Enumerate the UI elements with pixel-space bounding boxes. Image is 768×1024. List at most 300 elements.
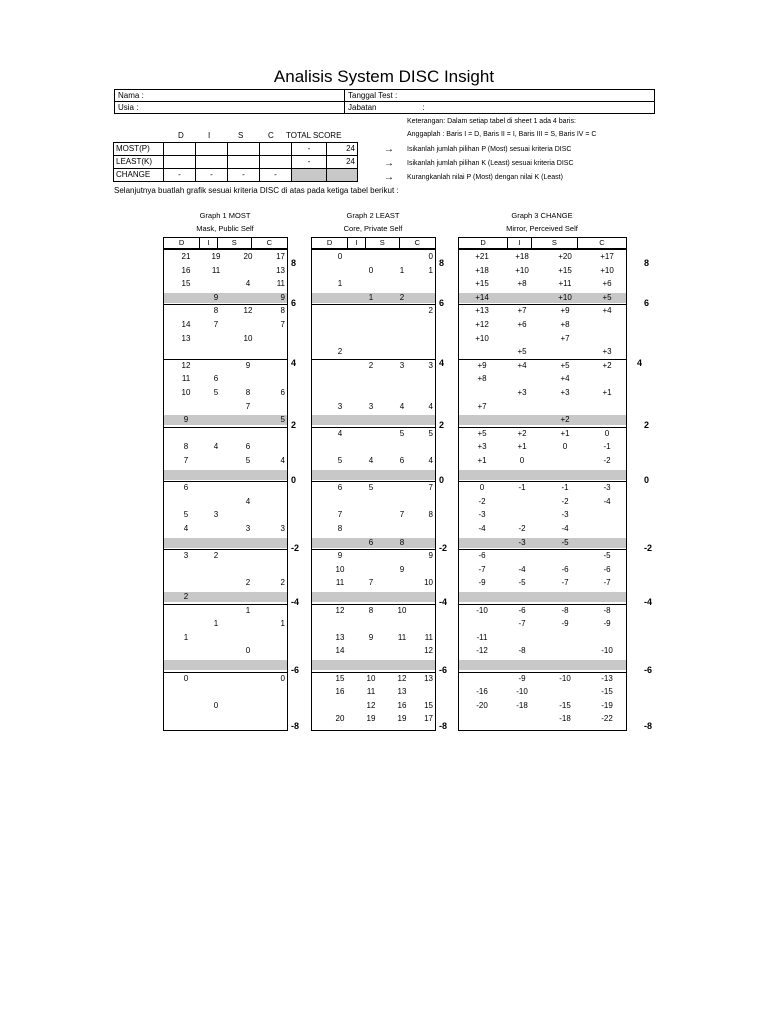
score-value: -6 (561, 564, 569, 574)
score-value: 3 (183, 551, 189, 561)
score-value: -8 (603, 605, 611, 615)
score-value: 7 (213, 320, 219, 329)
score-value: 0 (519, 456, 525, 465)
row-divider (312, 672, 435, 673)
score-value: 8 (213, 306, 219, 316)
score-value: +10 (475, 333, 489, 343)
score-value: 4 (245, 496, 251, 506)
change-arrow-icon: → (384, 172, 394, 183)
score-value: 0 (479, 483, 485, 493)
score-value: 9 (280, 292, 285, 302)
score-value: 6 (368, 537, 374, 547)
score-value: +14 (475, 292, 489, 302)
score-value: 20 (243, 252, 253, 261)
score-value: -12 (476, 646, 488, 656)
score-value: -15 (559, 700, 571, 710)
separator-band (459, 660, 626, 670)
score-value: -2 (518, 524, 526, 533)
scale-label: -8 (644, 721, 653, 731)
score-value: 0 (562, 442, 568, 452)
jabatan-colon: : (422, 103, 425, 112)
score-value: 5 (183, 510, 189, 520)
separator-band (164, 415, 287, 425)
score-cell: - (260, 169, 292, 182)
graph2-subtitle: Core, Private Self (343, 224, 403, 233)
total-score: 24 (327, 143, 358, 156)
jabatan-cell (345, 102, 655, 114)
score-value: 12 (424, 646, 433, 656)
score-value: 0 (428, 252, 433, 261)
row-divider (312, 427, 435, 428)
score-col-d: D (178, 131, 184, 140)
score-value: 5 (280, 415, 285, 425)
anggaplah-note: Anggaplah : Baris I = D, Baris II = I, Baris III = S, Baris IV = C (407, 131, 597, 138)
score-value: +5 (517, 347, 527, 357)
score-value: 0 (183, 673, 189, 683)
score-value: -9 (603, 619, 611, 629)
score-value: +3 (602, 347, 612, 357)
col-s: S (531, 238, 577, 249)
score-col-i: I (208, 131, 211, 140)
score-value: +4 (517, 360, 527, 370)
score-value: 2 (213, 551, 219, 561)
score-value: +18 (475, 265, 489, 275)
score-row-least (114, 156, 358, 169)
score-cell[interactable] (196, 156, 228, 169)
score-value: 8 (280, 306, 285, 316)
score-value: -7 (603, 578, 611, 588)
score-table (113, 142, 358, 182)
score-value: -8 (518, 646, 526, 656)
score-value: 9 (213, 292, 219, 302)
scale-label: 8 (291, 258, 297, 268)
scale-label: -2 (644, 543, 653, 553)
row-divider (312, 304, 435, 305)
row-divider (459, 304, 626, 305)
score-value: 8 (337, 524, 343, 533)
separator-band (459, 415, 626, 425)
score-value: 2 (280, 578, 285, 588)
scale-label: -4 (644, 597, 653, 607)
score-value: 1 (368, 292, 374, 302)
score-value: -20 (476, 700, 488, 710)
score-value: 1 (428, 265, 433, 275)
score-value: +8 (517, 279, 527, 289)
score-value: 6 (245, 442, 251, 452)
score-value: -16 (476, 687, 488, 697)
row-label: LEAST(K) (114, 156, 164, 169)
score-value: 4 (213, 442, 219, 452)
score-value: -3 (518, 537, 526, 547)
graph1-header (163, 237, 288, 249)
row-divider (164, 304, 287, 305)
score-value: 3 (245, 524, 251, 533)
separator-band (312, 592, 435, 602)
col-i: I (348, 238, 365, 249)
identity-table (114, 89, 655, 114)
score-value: 0 (245, 646, 251, 656)
score-value: 5 (245, 456, 251, 465)
total-score: 24 (327, 156, 358, 169)
scale-label: 8 (644, 258, 650, 268)
row-divider (164, 672, 287, 673)
separator-band (312, 415, 435, 425)
score-value: -18 (559, 714, 571, 724)
score-value: 6 (399, 456, 405, 465)
row-divider (312, 359, 435, 360)
graph1-most (163, 249, 288, 731)
score-value: 8 (183, 442, 189, 452)
score-cell[interactable] (164, 156, 196, 169)
col-s: S (365, 238, 399, 249)
score-value: 19 (366, 714, 376, 724)
score-value: 2 (428, 306, 433, 316)
separator-band (312, 470, 435, 480)
score-value: 6 (280, 388, 285, 397)
graph1-subtitle: Mask, Public Self (196, 224, 254, 233)
score-value: 10 (397, 605, 407, 615)
score-value: 4 (428, 401, 433, 411)
score-value: 4 (183, 524, 189, 533)
scale-label: -8 (291, 721, 300, 731)
col-d: D (459, 238, 508, 249)
scale-label: -8 (439, 721, 448, 731)
score-cell: - (196, 169, 228, 182)
most-arrow-icon: → (384, 144, 394, 155)
score-value: 16 (397, 700, 407, 710)
score-value: 9 (428, 551, 433, 561)
row-divider (164, 359, 287, 360)
separator-band (164, 470, 287, 480)
row-divider (459, 672, 626, 673)
score-value: -4 (518, 564, 526, 574)
separator-band (164, 660, 287, 670)
score-value: 12 (243, 306, 253, 316)
scale-label: -4 (291, 597, 300, 607)
score-value: 13 (335, 632, 345, 642)
scale-label: 4 (439, 358, 445, 368)
score-cell[interactable] (260, 156, 292, 169)
score-value: -13 (601, 673, 613, 683)
score-value: 16 (181, 265, 191, 275)
score-value: -11 (476, 632, 488, 642)
usia-label: Usia : (115, 102, 345, 114)
score-value: 4 (368, 456, 374, 465)
graph2-header (311, 237, 436, 249)
score-value: -5 (603, 551, 611, 561)
score-value: +7 (517, 306, 527, 316)
score-value: 5 (428, 428, 433, 438)
score-row-change (114, 169, 358, 182)
score-value: -10 (559, 673, 571, 683)
row-divider (164, 481, 287, 482)
score-value: +7 (560, 333, 570, 343)
row-divider (459, 604, 626, 605)
score-value: 15 (424, 700, 433, 710)
separator-band (164, 538, 287, 548)
scale-label: 4 (637, 358, 643, 368)
score-value: 11 (335, 578, 345, 588)
score-value: 8 (368, 605, 374, 615)
score-value: +3 (477, 442, 487, 452)
score-value: 10 (181, 388, 191, 397)
score-value: +10 (600, 265, 614, 275)
score-value: 5 (368, 483, 374, 493)
score-value: +10 (558, 292, 572, 302)
score-value: -1 (561, 483, 569, 493)
scale-label: -4 (439, 597, 448, 607)
score-value: -22 (601, 714, 613, 724)
score-value: 12 (181, 360, 191, 370)
score-value: 10 (243, 333, 253, 343)
total-score (327, 169, 358, 182)
score-value: 9 (245, 360, 251, 370)
score-value: 2 (368, 360, 374, 370)
score-value: 5 (399, 428, 405, 438)
score-value: +9 (560, 306, 570, 316)
score-value: +6 (602, 279, 612, 289)
score-cell[interactable] (260, 143, 292, 156)
score-value: 1 (183, 632, 189, 642)
row-divider (164, 549, 287, 550)
score-value: +8 (560, 320, 570, 329)
score-value: 11 (366, 687, 376, 697)
scale-label: 6 (291, 298, 297, 308)
score-value: +4 (602, 306, 612, 316)
score-col-total: TOTAL SCORE (286, 131, 342, 140)
score-value: +11 (558, 279, 572, 289)
separator-band (312, 293, 435, 303)
score-value: -6 (603, 564, 611, 574)
score-value: +5 (602, 292, 612, 302)
row-divider (312, 604, 435, 605)
scale-label: -2 (291, 543, 300, 553)
score-value: -7 (478, 564, 486, 574)
score-value: 0 (280, 673, 285, 683)
score-value: +20 (558, 252, 572, 261)
score-value: -19 (601, 700, 613, 710)
separator-band (312, 660, 435, 670)
score-value: -7 (561, 578, 569, 588)
score-cell: - (228, 169, 260, 182)
score-value: +15 (558, 265, 572, 275)
separator-band (459, 592, 626, 602)
col-s: S (217, 238, 251, 249)
instruction-text: Selanjutnya buatlah grafik sesuai kriteria DISC di atas pada ketiga tabel berikut : (114, 186, 399, 195)
col-i: I (508, 238, 532, 249)
row-divider (312, 549, 435, 550)
scale-label: 0 (439, 475, 445, 485)
scale-label: -6 (644, 665, 653, 675)
score-value: 4 (399, 401, 405, 411)
score-value: +2 (560, 415, 570, 425)
score-value: 13 (397, 687, 407, 697)
score-value: +1 (560, 428, 570, 438)
scale-label: 0 (291, 475, 297, 485)
col-c: C (577, 238, 626, 249)
scale-label: 0 (644, 475, 650, 485)
score-value: 0 (337, 252, 343, 261)
score-value: -5 (561, 537, 569, 547)
score-value: -3 (561, 510, 569, 520)
scale-label: 4 (291, 358, 297, 368)
score-cell[interactable] (196, 143, 228, 156)
jabatan-label: Jabatan (348, 103, 377, 112)
score-row-most (114, 143, 358, 156)
graph3-header (458, 237, 627, 249)
score-value: 2 (245, 578, 251, 588)
graph1-title: Graph 1 MOST (199, 211, 251, 220)
score-value: -3 (478, 510, 486, 520)
score-value: -6 (478, 551, 486, 561)
score-value: 6 (337, 483, 343, 493)
score-value: +1 (602, 388, 612, 397)
separator-band (459, 538, 626, 548)
scale-label: 2 (644, 420, 650, 430)
separator-band (164, 293, 287, 303)
score-value: -1 (603, 442, 611, 452)
separator-band (164, 592, 287, 602)
score-value: 7 (428, 483, 433, 493)
scale-label: 6 (644, 298, 650, 308)
page-title: Analisis System DISC Insight (273, 67, 495, 86)
score-value: -6 (518, 605, 526, 615)
score-value: 10 (424, 578, 433, 588)
score-value: -10 (516, 687, 528, 697)
score-value: 15 (181, 279, 191, 289)
score-value: +6 (517, 320, 527, 329)
score-value: 5 (337, 456, 343, 465)
row-divider (164, 427, 287, 428)
score-value: +1 (517, 442, 527, 452)
score-cell: - (292, 143, 327, 156)
score-value: 9 (399, 564, 405, 574)
tanggal-label: Tanggal Test : (345, 90, 655, 102)
score-value: -5 (518, 578, 526, 588)
score-value: 8 (245, 388, 251, 397)
graph2-least (311, 249, 436, 731)
keterangan-note: Keterangan: Dalam setiap tabel di sheet 1 ada 4 baris: (407, 118, 576, 125)
score-value: 14 (181, 320, 191, 329)
graph3-change (458, 249, 627, 731)
score-cell: - (164, 169, 196, 182)
col-c: C (251, 238, 287, 249)
score-value: 19 (397, 714, 407, 724)
score-cell[interactable] (228, 143, 260, 156)
score-value: -9 (561, 619, 569, 629)
separator-band (312, 538, 435, 548)
score-cell: - (292, 156, 327, 169)
most-note: Isikanlah jumlah pilihan P (Most) sesuai kriteria DISC (407, 146, 572, 153)
score-value: 14 (335, 646, 345, 656)
score-value: -3 (603, 483, 611, 493)
score-value: 1 (245, 605, 251, 615)
score-value: +7 (477, 401, 487, 411)
score-value: 13 (424, 673, 433, 683)
score-value: 2 (337, 347, 343, 357)
least-note: Isikanlah jumlah pilihan K (Least) sesuai kriteria DISC (407, 160, 574, 167)
score-value: -15 (601, 687, 613, 697)
score-value: 6 (183, 483, 189, 493)
score-value: -4 (478, 524, 486, 533)
score-value: 13 (276, 265, 285, 275)
row-divider (459, 549, 626, 550)
score-value: +9 (477, 360, 487, 370)
score-value: 0 (604, 428, 610, 438)
row-divider (459, 427, 626, 428)
least-arrow-icon: → (384, 158, 394, 169)
row-divider (164, 604, 287, 605)
score-value: 2 (183, 592, 189, 601)
score-value: 11 (276, 279, 285, 289)
score-value: 10 (366, 673, 376, 683)
score-value: 11 (424, 632, 433, 642)
score-value: +1 (477, 456, 487, 465)
score-cell[interactable] (164, 143, 196, 156)
score-value: -18 (516, 700, 528, 710)
score-value: 6 (213, 374, 219, 384)
score-value: +2 (517, 428, 527, 438)
score-cell[interactable] (228, 156, 260, 169)
col-i: I (200, 238, 217, 249)
row-divider (312, 481, 435, 482)
scale-label: 8 (439, 258, 445, 268)
scale-label: -6 (439, 665, 448, 675)
score-value: 20 (335, 714, 345, 724)
score-value: 7 (183, 456, 189, 465)
score-value: +10 (515, 265, 529, 275)
score-value: +17 (600, 252, 614, 261)
score-value: 7 (337, 510, 343, 520)
score-value: 12 (397, 673, 407, 683)
score-value: +5 (477, 428, 487, 438)
score-value: 2 (399, 292, 405, 302)
score-value: -7 (518, 619, 526, 629)
score-value: -10 (601, 646, 613, 656)
row-label: CHANGE (114, 169, 164, 182)
score-value: 9 (183, 415, 189, 425)
score-value: 3 (368, 401, 374, 411)
score-value: 1 (337, 279, 343, 289)
graph2-title: Graph 2 LEAST (346, 211, 400, 220)
row-divider (459, 359, 626, 360)
score-col-s: S (238, 131, 244, 140)
score-value: +12 (475, 320, 489, 329)
score-value: 3 (280, 524, 285, 533)
score-value: +2 (602, 360, 612, 370)
score-value: 4 (245, 279, 251, 289)
score-value: 9 (337, 551, 343, 561)
score-value: 21 (181, 252, 191, 261)
score-value: 3 (213, 510, 219, 520)
score-value: 1 (213, 619, 219, 629)
score-value: 4 (280, 456, 285, 465)
scale-label: 6 (439, 298, 445, 308)
score-value: 13 (181, 333, 191, 343)
score-value: -9 (518, 673, 526, 683)
score-value: -2 (478, 496, 486, 506)
score-value: -1 (518, 483, 526, 493)
score-value: 3 (428, 360, 433, 370)
separator-band (459, 470, 626, 480)
nama-label: Nama : (115, 90, 345, 102)
score-value: +4 (560, 374, 570, 384)
score-value: -8 (561, 605, 569, 615)
score-value: 12 (335, 605, 345, 615)
col-d: D (164, 238, 200, 249)
scale-label: 2 (439, 420, 445, 430)
col-d: D (312, 238, 348, 249)
